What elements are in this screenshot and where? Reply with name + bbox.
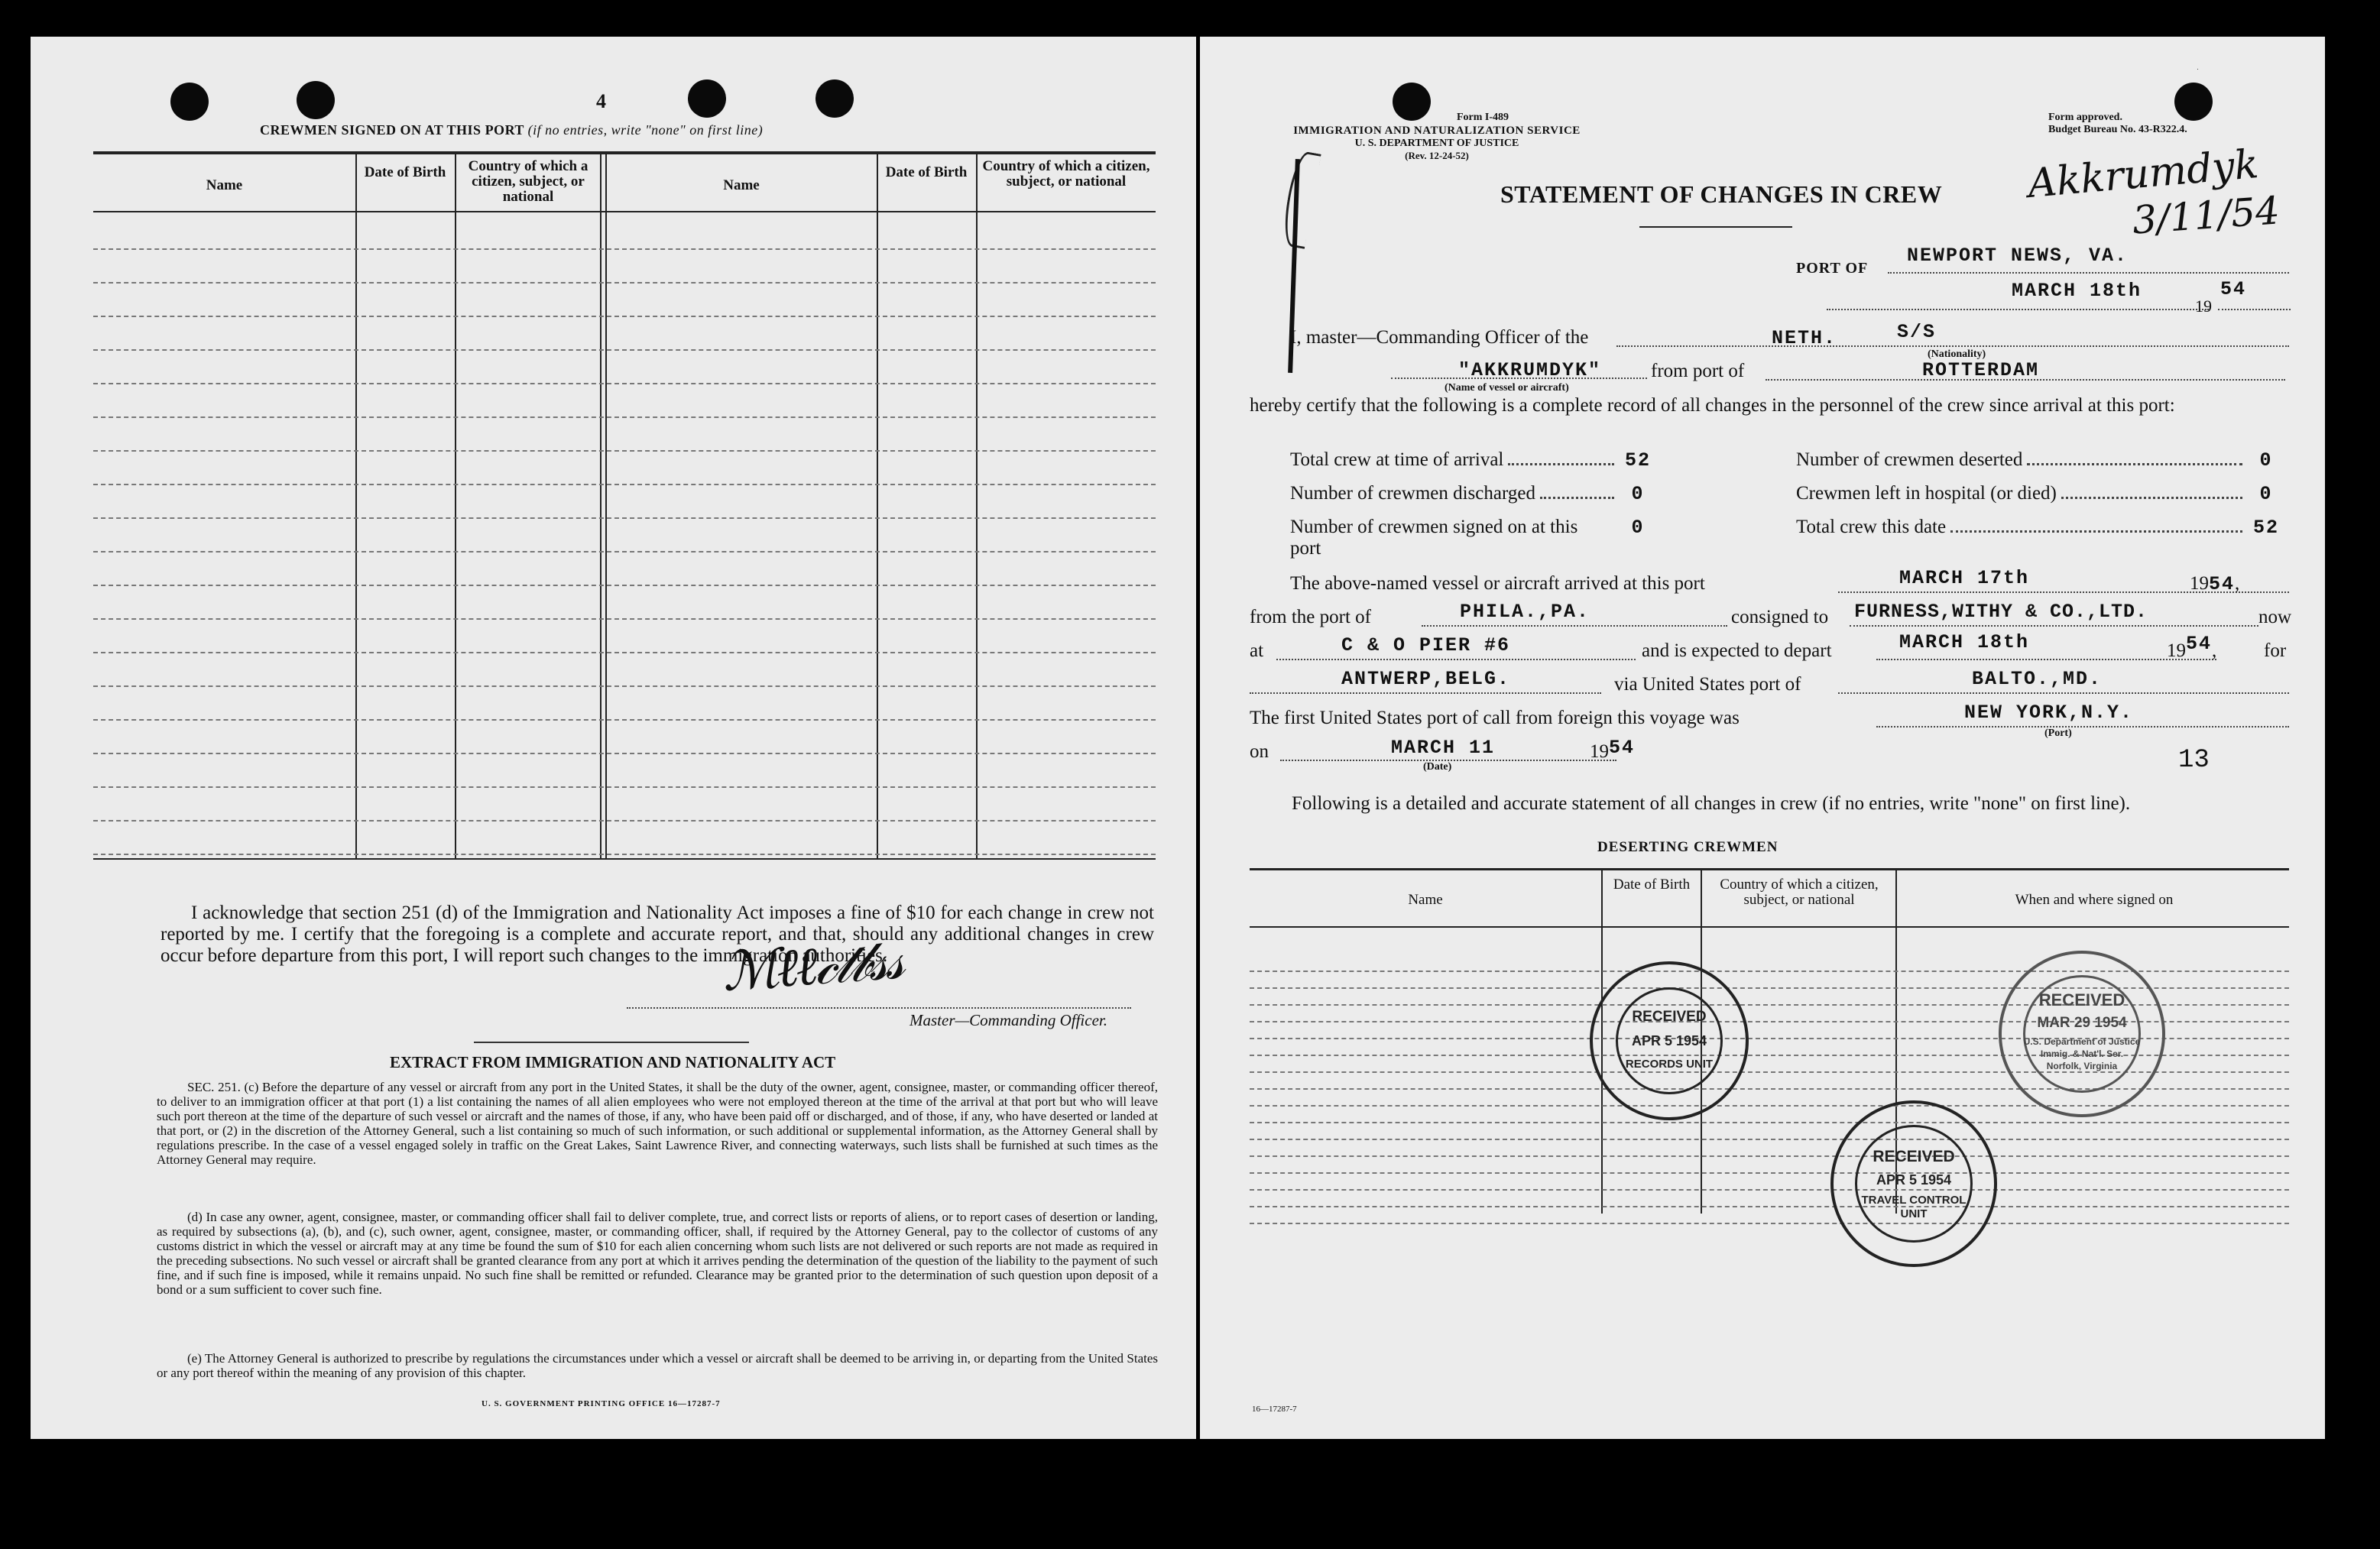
- extract-rule: [474, 1042, 749, 1043]
- port-value: NEWPORT NEWS, VA.: [1907, 245, 2129, 267]
- extract-paragraph-d: (d) In case any owner, agent, consignee, master, or commanding officer shall fail to deliver complete, true, and correct lists or reports of aliens, or to report cases of desertion or landing, as required by subsections (a), (b), and (c), such owner, agent, consignee, master, or commanding officer, shall, if required by the Attorney General, pay to the collector of customs of any customs district in which the vessel or aircraft may at any time be found the sum of $10 for each alien concerning whom such lists are not delivered or such reports are not made as required in the preceding subsections. No such vessel or aircraft shall be granted clearance from any port at which it arrives pending the determination of the question of the liability to the payment of such fine, and if such fine is imposed, while it remains unpaid. No such fine shall be remitted or refunded. Clearance may be granted prior to the determination of such question upon deposit of a bond or a sum sufficient to cover such fine.: [157, 1210, 1158, 1297]
- year-value: 54: [2220, 278, 2247, 300]
- vessel-type: S/S: [1897, 321, 1937, 343]
- signature-caption: Master—Commanding Officer.: [910, 1011, 1107, 1029]
- stamp-unit: TRAVEL CONTROL: [1861, 1194, 1967, 1207]
- col-header-name-2: Name: [723, 177, 760, 193]
- arrived-label: The above-named vessel or aircraft arrived at this port: [1290, 573, 1705, 594]
- crew-stat-label: Number of crewmen discharged: [1290, 483, 1535, 504]
- budget-bureau: Budget Bureau No. 43-R322.4.: [2048, 124, 2187, 135]
- port-label: PORT OF: [1796, 260, 1869, 277]
- via-line: [1838, 692, 2289, 694]
- stamp-date: MAR 29 1954: [2037, 1015, 2127, 1031]
- col-header-dob: Date of Birth: [364, 164, 446, 180]
- col-header-dob-2: Date of Birth: [885, 164, 968, 180]
- on-label: on: [1250, 741, 1269, 762]
- table-row: [93, 618, 1156, 621]
- revision: (Rev. 12-24-52): [1405, 150, 1469, 161]
- crew-stat-label: Number of crewmen signed on at this port: [1290, 517, 1578, 559]
- table-top-border: [93, 151, 1156, 154]
- page-number: 4: [596, 90, 606, 112]
- on-year: 54: [1609, 737, 1636, 759]
- acknowledgement-text: I acknowledge that section 251 (d) of the Immigration and Nationality Act imposes a fine of $10 for each change in crew not reported by me. I certify that the foregoing is a complete and accurate report, and that, should any additional changes in crew occur before departure from this port, I will report such changes to the immigration authorities.: [161, 903, 1154, 966]
- left-page: [31, 37, 1196, 1439]
- expected-year-prefix: 19: [2167, 640, 2186, 661]
- vessel-name: "AKKRUMDYK": [1458, 359, 1602, 381]
- from-port-label: from port of: [1651, 361, 1745, 381]
- title-rule: [1639, 226, 1792, 228]
- deserting-col-signed: When and where signed on: [2015, 892, 2174, 908]
- table-row: [1250, 1122, 2289, 1124]
- master-label: I, master—Commanding Officer of the: [1290, 327, 1589, 348]
- date-value: MARCH 18th: [2012, 280, 2142, 302]
- col-header-name: Name: [206, 177, 243, 193]
- deserting-header-border: [1250, 926, 2289, 928]
- col-header-country: Country of which a citizen, subject, or national: [468, 158, 589, 205]
- leader-dots: [2061, 483, 2242, 499]
- handwritten-mark: [1279, 150, 1321, 249]
- table-row: [93, 416, 1156, 419]
- from-port-value: ROTTERDAM: [1922, 359, 2040, 381]
- leader-dots: [1540, 483, 1614, 499]
- signature-line: [627, 1007, 1131, 1009]
- crew-stat: [1290, 449, 1657, 472]
- punch-hole: [2197, 69, 2198, 70]
- deserting-title: DESERTING CREWMEN: [1597, 839, 1779, 855]
- table-row: [93, 854, 1156, 856]
- table-row: [93, 349, 1156, 352]
- form-title: STATEMENT OF CHANGES IN CREW: [1500, 180, 1943, 208]
- leader-dots: [1950, 517, 2242, 533]
- extract-title: EXTRACT FROM IMMIGRATION AND NATIONALITY ACT: [390, 1053, 836, 1071]
- crew-stat-label: Crewmen left in hospital (or died): [1796, 483, 2057, 504]
- for-line: [1250, 692, 1601, 694]
- first-port-line: [1876, 726, 2289, 728]
- crew-stat-value: 52: [2252, 517, 2279, 539]
- handwritten-date: 3/11/54: [2131, 188, 2281, 243]
- crew-stat-value: 0: [2259, 483, 2273, 505]
- section-title: CREWMEN SIGNED ON AT THIS PORT (if no entries, write "none" on first line): [260, 122, 764, 138]
- punch-hole: [2174, 83, 2213, 121]
- crew-stat-value: 0: [1631, 517, 1645, 539]
- table-row: [1250, 1189, 2289, 1191]
- table-row: [93, 316, 1156, 318]
- table-row: [1250, 1172, 2289, 1175]
- crew-stat-label: Total crew at time of arrival: [1290, 449, 1504, 470]
- consigned-label: consigned to: [1731, 607, 1829, 627]
- table-row: [93, 517, 1156, 520]
- stamp-date: APR 5 1954: [1631, 1033, 1707, 1048]
- master-signature: ℳℓℓ𝒸𝓉𝒷𝓈𝓈: [720, 928, 904, 1004]
- crew-stat-value: 52: [1624, 449, 1651, 472]
- leader-dots: [2027, 449, 2242, 465]
- at-line: [1276, 659, 1636, 660]
- stamp-unit: RECORDS UNIT: [1625, 1058, 1714, 1071]
- date-line: [1827, 309, 2209, 310]
- table-row: [1250, 1155, 2289, 1158]
- port-caption: (Port): [2044, 728, 2072, 739]
- expected-value: MARCH 18th: [1899, 631, 2030, 653]
- on-value: MARCH 11: [1391, 737, 1496, 759]
- certify-text: hereby certify that the following is a complete record of all changes in the personnel of the crew since arrival at this port:: [1250, 395, 2175, 416]
- stamp-location: Norfolk, Virginia: [2046, 1061, 2118, 1071]
- nationality-value: NETH.: [1772, 327, 1837, 349]
- from-label: from the port of: [1250, 607, 1371, 627]
- records-unit-stamp: [1590, 961, 1749, 1120]
- at-value: C & O PIER #6: [1341, 634, 1511, 656]
- first-port-value: NEW YORK,N.Y.: [1964, 702, 2134, 724]
- at-label: at: [1250, 640, 1264, 661]
- year-line: [2218, 309, 2291, 310]
- nationality-line: [1616, 345, 2289, 347]
- table-row: [93, 248, 1156, 251]
- punch-hole: [815, 79, 854, 118]
- handwritten-vessel-name: Akkrumdyk: [2025, 141, 2261, 208]
- date-caption: (Date): [1423, 761, 1452, 773]
- form-number: Form I-489: [1456, 112, 1509, 123]
- printing-office: U. S. GOVERNMENT PRINTING OFFICE 16—17287-7: [482, 1399, 721, 1408]
- expected-label: and is expected to depart: [1642, 640, 1832, 661]
- crew-stat: [1796, 517, 2285, 539]
- table-row: [93, 450, 1156, 452]
- table-row: [93, 551, 1156, 553]
- footer-code: 16—17287-7: [1252, 1405, 1297, 1414]
- year-prefix: 19: [2195, 297, 2212, 316]
- table-row: [93, 383, 1156, 385]
- now-label: now: [2258, 607, 2292, 627]
- travel-control-stamp: [1830, 1100, 1997, 1267]
- crew-stat: [1290, 517, 1657, 559]
- from-value: PHILA.,PA.: [1460, 601, 1590, 623]
- table-header-border: [93, 211, 1156, 212]
- extract-paragraph-e: (e) The Attorney General is authorized to prescribe by regulations the circumstances under which a vessel or aircraft shall be deemed to be arriving in, or departing from the United States or any port thereof within the meaning of any provision of this chapter.: [157, 1351, 1158, 1380]
- port-line: [1888, 272, 2289, 274]
- table-row: [1250, 1206, 2289, 1208]
- deserting-top-border: [1250, 868, 2289, 870]
- crew-stat: [1796, 449, 2285, 472]
- stamp-service: Immig. & Nat'l. Ser.: [2040, 1048, 2124, 1059]
- stamp-date: APR 5 1954: [1876, 1172, 1952, 1188]
- punch-hole: [688, 79, 726, 118]
- table-row: [93, 585, 1156, 587]
- agency-name: IMMIGRATION AND NATURALIZATION SERVICE: [1293, 125, 1581, 137]
- page-count: 13: [2178, 746, 2210, 775]
- expected-year: 54: [2186, 633, 2213, 655]
- stamp-received-label: RECEIVED: [1873, 1148, 1955, 1165]
- col-header-country-2: Country of which a citizen, subject, or national: [982, 158, 1150, 190]
- crew-stat-label: Number of crewmen deserted: [1796, 449, 2023, 470]
- consigned-value: FURNESS,WITHY & CO.,LTD.: [1854, 601, 2148, 623]
- table-row: [93, 753, 1156, 755]
- expected-line: [1876, 659, 2216, 660]
- norfolk-stamp: [1999, 951, 2165, 1117]
- for-label: for: [2264, 640, 2287, 661]
- punch-hole: [297, 81, 335, 119]
- stamp-department: U.S. Department of Justice: [2023, 1036, 2141, 1047]
- table-row: [93, 685, 1156, 688]
- table-row: [93, 719, 1156, 721]
- table-row: [93, 282, 1156, 284]
- form-approved: Form approved.: [2048, 112, 2122, 123]
- stamp-unit-2: UNIT: [1900, 1207, 1928, 1220]
- punch-hole: [170, 83, 209, 121]
- nationality-caption: (Nationality): [1928, 348, 1986, 360]
- crew-stat-label: Total crew this date: [1796, 517, 1947, 537]
- consigned-line: [1850, 625, 2258, 627]
- extract-paragraph-c: SEC. 251. (c) Before the departure of any vessel or aircraft from any port in the United States, it shall be the duty of the owner, agent, consignee, master, or commanding officer thereof, to deliver to an immigration officer at that port (1) a list containing the names of all alien employees who were not employed thereon at the time of the arrival at that port but who will leave such port thereon at the time of the departure of such vessel or aircraft and the names of those, if any, who have been paid off or discharged, and of those, if any, who have deserted or landed at that port, or (2) in the discretion of the Attorney General, such a list containing so much of such information, or such additional or supplemental information, as the Attorney General shall by regulations prescribe. In the case of a vessel engaged solely in traffic on the Great Lakes, Saint Lawrence River, and connecting waterways, such lists shall be furnished at such times as the Attorney General may require.: [157, 1080, 1158, 1167]
- via-label: via United States port of: [1614, 674, 1801, 695]
- table-row: [93, 484, 1156, 486]
- arrived-value: MARCH 17th: [1899, 567, 2030, 589]
- deserting-col-dob: Date of Birth: [1613, 877, 1691, 893]
- from-line: [1422, 625, 1727, 627]
- table-row: [1250, 1223, 2289, 1225]
- department: U. S. DEPARTMENT OF JUSTICE: [1354, 138, 1519, 149]
- table-row: [93, 820, 1156, 822]
- for-value: ANTWERP,BELG.: [1341, 668, 1511, 690]
- vessel-caption: (Name of vessel or aircraft): [1445, 382, 1569, 394]
- crew-stat-value: 0: [2259, 449, 2273, 472]
- deserting-col-country: Country of which a citizen, subject, or national: [1720, 877, 1879, 908]
- on-year-prefix: 19: [1590, 741, 1609, 762]
- following-text: Following is a detailed and accurate statement of all changes in crew (if no entries, write "none" on first line).: [1292, 793, 2131, 814]
- table-row: [93, 652, 1156, 654]
- table-row: [1250, 1139, 2289, 1141]
- crew-stat-value: 0: [1631, 483, 1645, 505]
- arrived-year-prefix: 19: [2190, 573, 2209, 594]
- table-bottom-border: [93, 858, 1156, 860]
- stamp-received-label: RECEIVED: [2038, 990, 2125, 1009]
- vessel-line: [1391, 378, 1647, 379]
- crew-stat: [1796, 483, 2285, 505]
- via-value: BALTO.,MD.: [1972, 668, 2103, 690]
- right-page: Form I-489 IMMIGRATION AND NATURALIZATION SERVICE U. S. DEPARTMENT OF JUSTICE (Rev. 12-24-52) Form approved. Budget Bureau No. 43-R322.4. STATEMENT OF CHANGES IN CREW Akkrumdyk 3/11/54 PORT OF NEWPORT NEWS, VA. MARCH 18th 19 54 I, master—Commanding Officer of the NETH. S/S (Nationality) "AKKRUMDYK" (Name of vessel or aircraft) from port of ROTTERDAM hereby certify that the following is a complete record of all changes in the personnel of the crew since arrival at this port: Total crew at time of arrival 52 Number of crewmen deserted 0 Number of crewmen discharged 0 Crewmen left in hospital (or died) 0 Number of crewmen signed on at this port 0 Total crew this date 52 The above-named vessel or aircraft arrived at this port MARCH 17th 1954, from the port of PHILA.,PA. consigned to FURNESS,WITHY & CO.,LTD. now at C & O PIER #6 and is expected to depart MARCH 18th 1954, for ANTWERP,BELG. via United States port of BALTO.,MD. The first United States port of call from foreign this voyage was NEW YORK,N.Y. (Port) on MARCH 11 (Date) 1954 13 Following is a detailed and accurate statement of all changes in crew (if no entries, write "none" on first line). DESERTING CREWMEN Name Date of Birth Country of which a citizen, subject, or national When and where signed on RECEIVED APR 5 1954 RECORDS UNIT RECEIVED MAR 29 1954 U.S. Department of Justice Immig. & Nat'l. Ser. Norfolk, Virginia RECEIVED APR 5 1954 TRAVEL CONTROL UNIT 16—17287-7: [1200, 37, 2325, 1439]
- deserting-col-name: Name: [1408, 892, 1443, 908]
- leader-dots: [1508, 449, 1614, 465]
- first-port-label: The first United States port of call from foreign this voyage was: [1250, 708, 1740, 728]
- table-row: [93, 786, 1156, 789]
- crew-stat: [1290, 483, 1657, 505]
- stamp-received-label: RECEIVED: [1632, 1009, 1707, 1025]
- arrived-year: 54: [2209, 573, 2236, 595]
- table-row: [1250, 1105, 2289, 1107]
